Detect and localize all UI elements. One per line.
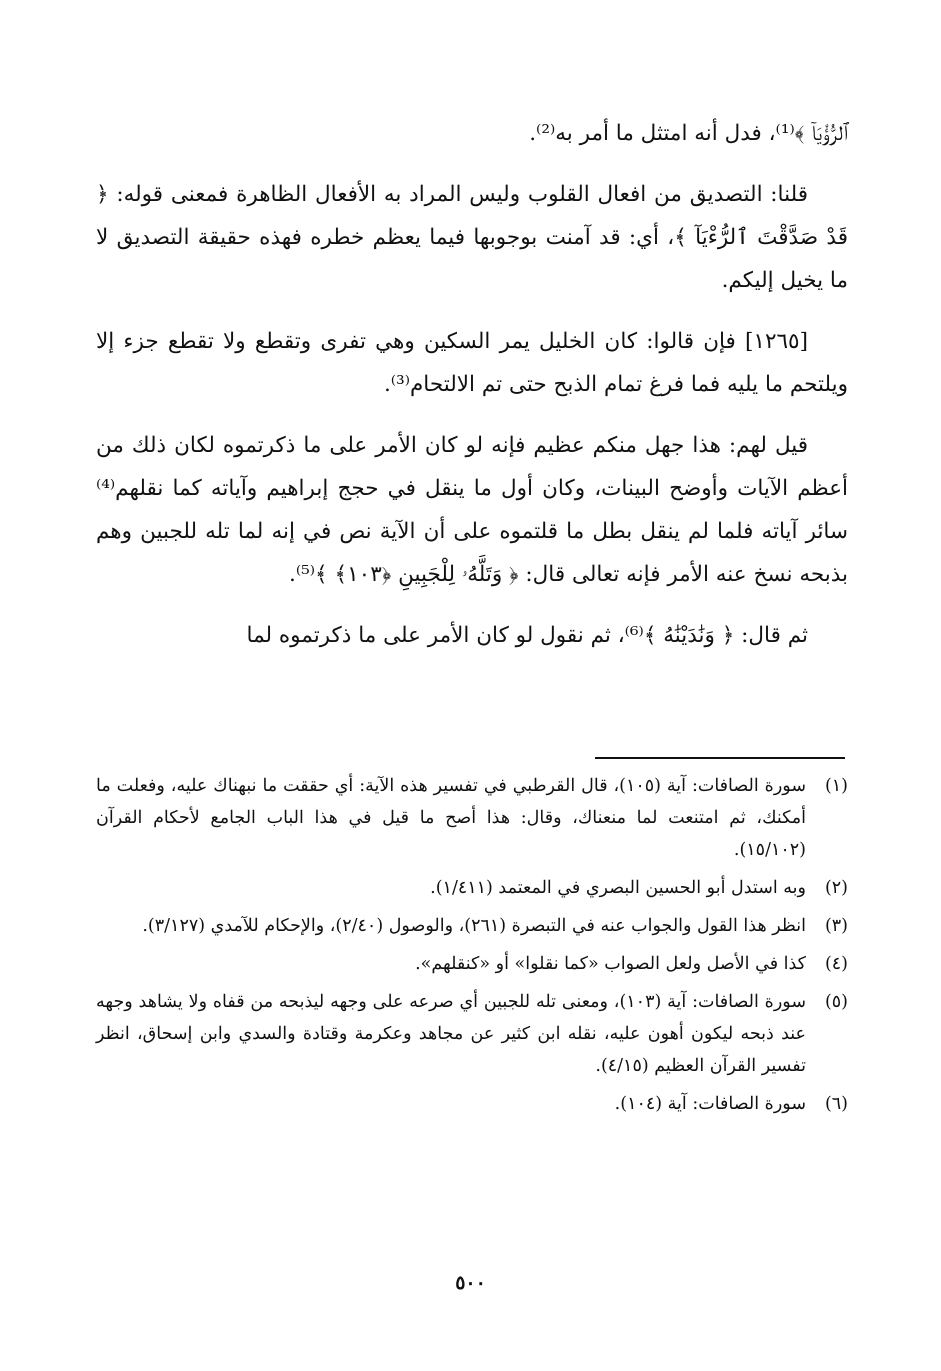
- footnote-number: (٤): [824, 954, 848, 974]
- paragraph-3: [١٢٦٥] فإن قالوا: كان الخليل يمر السكين وهي تفرى وتقطع ولا تقطع جزء إلا ويلتحم ما يليه فما فرغ تمام الذبح حتى تم الالتحام⁽³⁾.: [96, 329, 848, 397]
- footnote-5: [96, 986, 848, 1082]
- footnote-text: سورة الصافات: آية (١٠٤).: [614, 1094, 806, 1114]
- main-text: [96, 112, 848, 675]
- footnote-number: (٦): [824, 1094, 848, 1114]
- footnote-number: (٢): [824, 878, 848, 898]
- footnote-text: سورة الصافات: آية (١٠٣)، ومعنى تله للجبين أي صرعه على وجهه ليذبحه من قفاه ولا يشاهد وجهه عند ذبحه ليكون أهون عليه، نقله ابن كثير عن مجاهد وعكرمة وقتادة والسدي وابن إسحاق، انظر تفسير القرآن العظيم (٤/١٥).: [96, 992, 806, 1076]
- paragraph-2: قلنا: التصديق من افعال القلوب وليس المراد به الأفعال الظاهرة فمعنى قوله: ﴿ قَدْ صَدَّقْتَ ٱلرُّءْيَآ ﴾، أي: قد آمنت بوجوبها فيما يعظم خطره فهذه حقيقة التصديق لا ما يخيل إليكم.: [96, 182, 848, 293]
- footnote-text: وبه استدل أبو الحسين البصري في المعتمد (١/٤١١).: [430, 878, 806, 898]
- paragraph-1: ﭐﻟﺮُّﺅْﻳَﺎٓ ﴾⁽¹⁾، فدل أنه امتثل ما أمر به⁽²⁾.: [529, 121, 848, 146]
- footnote-3: [96, 910, 848, 942]
- footnote-separator: [595, 757, 845, 759]
- footnote-text: كذا في الأصل ولعل الصواب «كما نقلوا» أو «كنقلهم».: [415, 954, 806, 974]
- footnote-1: [96, 770, 848, 866]
- footnote-number: (٣): [824, 916, 848, 936]
- paragraph-5: ثم قال: ﴿ وَنَٰدَيْنَٰهُ ﴾⁽⁶⁾، ثم نقول لو كان الأمر على ما ذكرتموه لما: [246, 623, 808, 648]
- footnote-2: [96, 872, 848, 904]
- footnote-number: (١): [824, 776, 848, 796]
- footnote-text: انظر هذا القول والجواب عنه في التبصرة (٢٦١)، والوصول (٢/٤٠)، والإحكام للآمدي (٣/١٢٧).: [142, 916, 806, 936]
- footnotes: [96, 770, 848, 1126]
- footnote-number: (٥): [824, 992, 848, 1012]
- page-number: ٥٠٠: [455, 1272, 486, 1294]
- footnote-text: سورة الصافات: آية (١٠٥)، قال القرطبي في تفسير هذه الآية: أي حققت ما نبهناك عليه، وفعلت ما أمكنك، ثم امتنعت لما منعناك، وقال: هذا أصح ما قيل في هذا الباب الجامع لأحكام القرآن (١٥/١٠٢).: [96, 776, 806, 860]
- footnote-4: [96, 948, 848, 980]
- footnote-6: [96, 1088, 848, 1120]
- paragraph-4: قيل لهم: هذا جهل منكم عظيم فإنه لو كان الأمر على ما ذكرتموه لكان ذلك من أعظم الآيات وأوضح البينات، وكان أول ما ينقل في حجج إبراهيم وآياته كما نقلهم⁽⁴⁾ سائر آياته فلما لم ينقل بطل ما قلتموه على أن الآية نص في إنه لما تله للجبين وهم بذبحه نسخ عنه الأمر فإنه تعالى قال: ﴿ وَتَلَّهُۥ لِلْجَبِينِ ﴿١٠٣﴾ ﴾⁽⁵⁾.: [96, 433, 848, 587]
